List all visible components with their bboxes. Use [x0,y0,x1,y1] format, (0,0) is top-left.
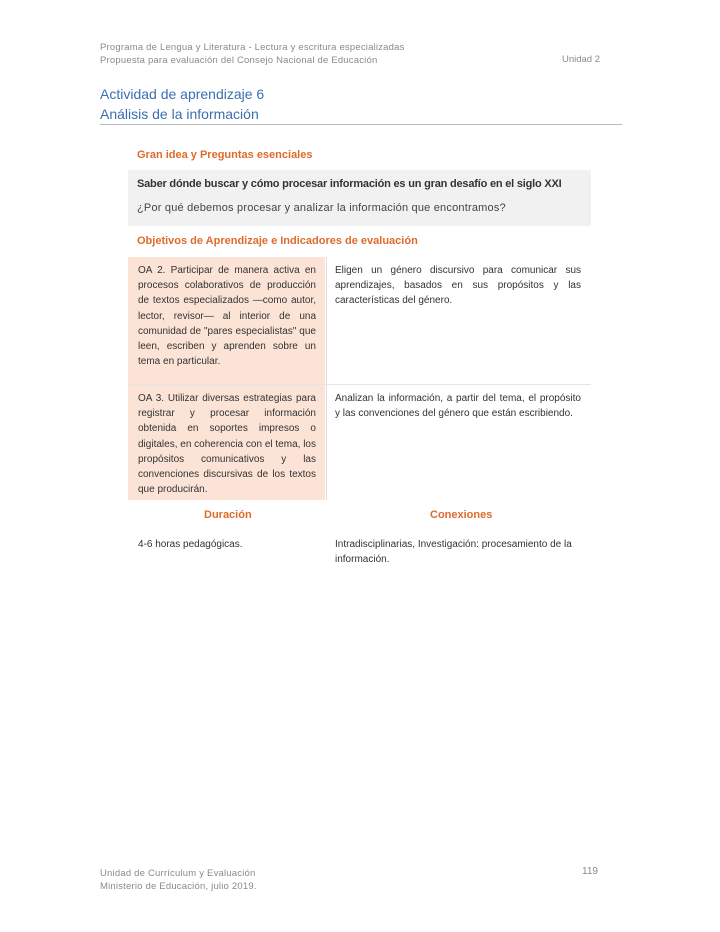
activity-heading [100,84,264,124]
connections-heading: Conexiones [430,509,493,521]
big-idea-heading: Gran idea y Preguntas esenciales [137,149,313,161]
connections-value: Intradisciplinarias, Investigación: procesamiento de la información. [335,539,572,566]
indicator-1-text: Eligen un género discursivo para comunicar sus aprendizajes, basados en sus propósitos y las características del género. [335,265,581,307]
row-divider [128,384,591,385]
column-divider [326,257,327,500]
header-proposal-line: Propuesta para evaluación del Consejo Nacional de Educación [100,55,378,66]
activity-subtitle: Análisis de la información [100,106,259,122]
title-divider [100,124,622,125]
oa-2-text: OA 2. Participar de manera activa en procesos colaborativos de producción de textos especializados —como autor, lector, revisor— al interior de una comunidad de "pares especialistas" que leen, escriben y aprenden sobre un tema en particular. [138,265,316,368]
page-number: 119 [582,866,598,877]
header-unit: Unidad 2 [561,54,600,65]
header-program-line: Programa de Lengua y Literatura - Lectura y escritura especializadas [100,42,405,53]
running-footer [100,867,257,893]
footer-ministry-line: Ministerio de Educación, julio 2019. [100,881,257,892]
big-idea-statement: Saber dónde buscar y cómo procesar información es un gran desafío en el siglo XXI [137,178,562,190]
essential-question: ¿Por qué debemos procesar y analizar la información que encontramos? [137,202,506,214]
activity-title: Actividad de aprendizaje 6 [100,86,265,102]
duration-value: 4-6 horas pedagógicas. [138,539,243,550]
objectives-heading: Objetivos de Aprendizaje e Indicadores de evaluación [137,235,418,247]
indicator-2-text: Analizan la información, a partir del tema, el propósito y las convenciones del género que están escribiendo. [335,393,581,420]
oa-3-text: OA 3. Utilizar diversas estrategias para registrar y procesar información obtenida en soportes impresos o digitales, en coherencia con el tema, los propósitos comunicativos y las convenciones discursivas de los textos que producirán. [138,393,316,496]
duration-heading: Duración [204,509,252,521]
footer-unit-line: Unidad de Currículum y Evaluación [100,868,256,879]
running-header [100,41,405,67]
